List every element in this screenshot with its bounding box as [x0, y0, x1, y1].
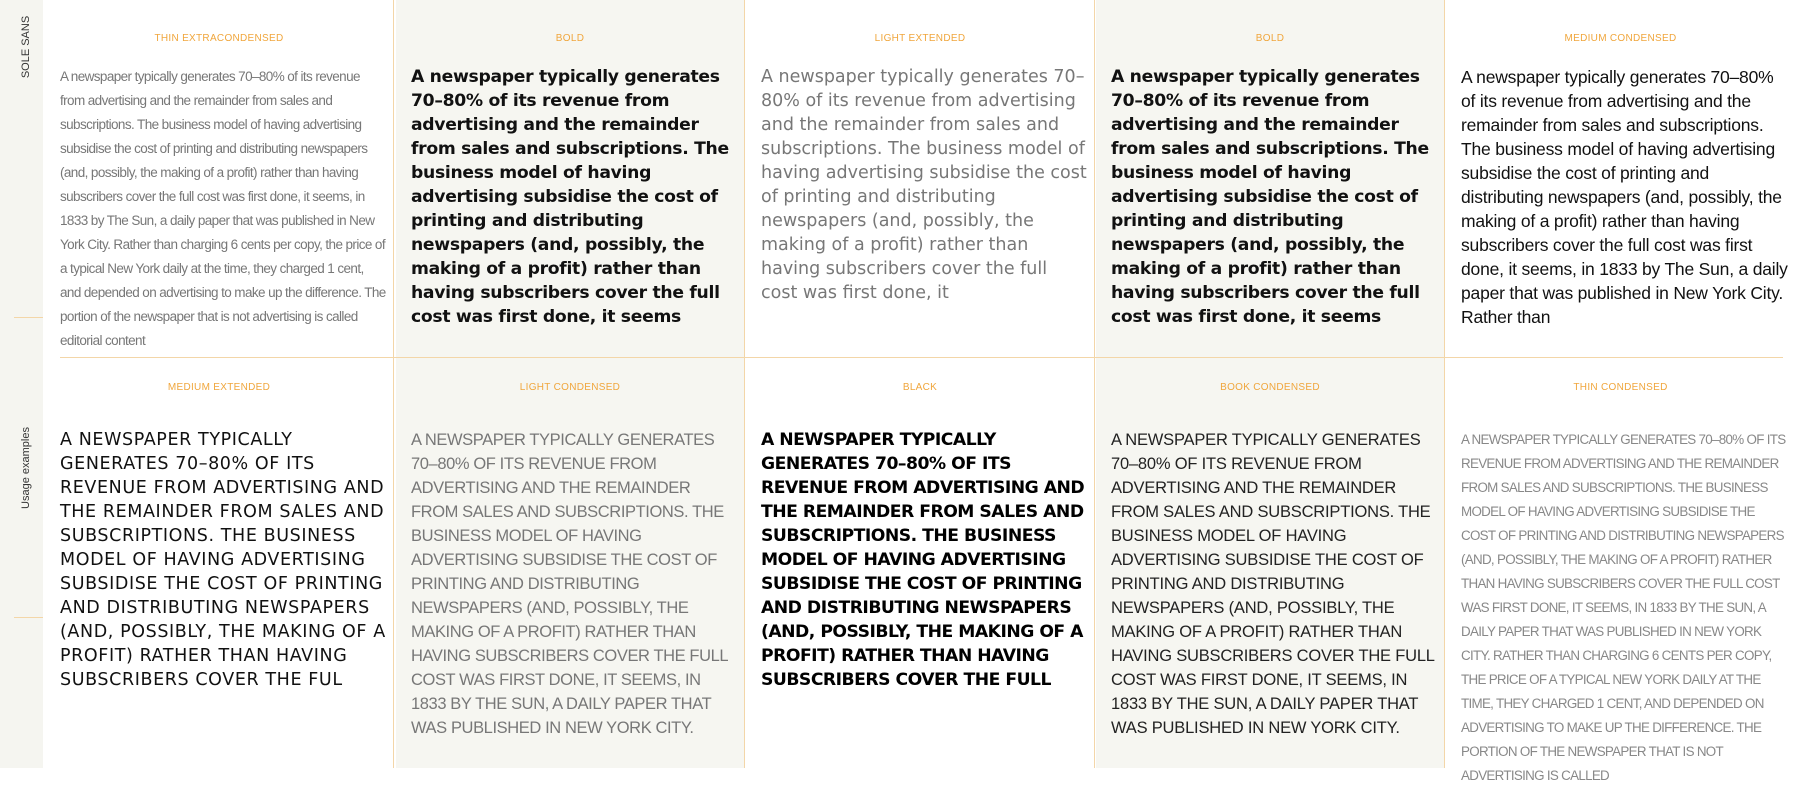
weight-label: BOLD: [555, 33, 585, 44]
specimen-card-book-condensed: [1096, 358, 1445, 768]
sidebar: [0, 0, 43, 768]
weight-label: BLACK: [902, 382, 938, 393]
specimen-card-thin-extracondensed: [45, 0, 394, 357]
specimen-card-black: [746, 358, 1095, 768]
specimen-card-medium-extended: [45, 358, 394, 768]
specimen-text: A NEWSPAPER TYPICALLY GENERATES 70–80% OF ITS REVENUE FROM ADVERTISING AND THE REMAINDER FROM SALES AND SUBSCRIPTIONS. THE BUSINESS MODEL OF HAVING ADVERTISING SUBSIDISE THE COST OF PRINTING AND DISTRIBUTING NEWSPAPERS (AND, POSSIBLY, THE MAKING OF A PROFIT) RATHER THAN HAVING SUBSCRIBERS COVER THE FULL COST WAS FIRST DONE, IT SEEMS, IN 1833 BY THE SUN, A DAILY PAPER THAT WAS PUBLISHED IN NEW YORK CITY.: [1111, 431, 1435, 737]
specimen-text: A newspaper typically generates 70–80% of its revenue from advertising and the remainder from sales and subscriptions. The business model of having advertising subsidise the cost of printing and distributing newspapers (and, possibly, the making of a profit) rather than having subscribers cover the full cost was first done, it seems: [1111, 67, 1429, 327]
weight-label: BOLD: [1255, 33, 1285, 44]
specimen-text: A newspaper typically generates 70–80% of its revenue from advertising and the remainder from sales and subscriptions. The business model of having advertising subsidise the cost of printing and distributing newspapers (and, possibly, the making of a profit) rather than having subscribers cover the full cost was first done, it: [761, 67, 1087, 303]
weight-label: MEDIUM CONDENSED: [1564, 33, 1677, 44]
weight-label: THIN EXTRACONDENSED: [154, 33, 284, 44]
specimen-text: A NEWSPAPER TYPICALLY GENERATES 70–80% OF ITS REVENUE FROM ADVERTISING AND THE REMAINDER FROM SALES AND SUBSCRIPTIONS. THE BUSINESS MODEL OF HAVING ADVERTISING SUBSIDISE THE COST OF PRINTING AND DISTRIBUTING NEWSPAPERS (AND, POSSIBLY, THE MAKING OF A PROFIT) RATHER THAN HAVING SUBSCRIBERS COVER THE FULL COST WAS FIRST DONE, IT SEEMS, IN 1833 BY THE SUN, A DAILY PAPER THAT WAS PUBLISHED IN NEW YORK CITY.: [411, 431, 728, 737]
specimen-card-thin-condensed: [1446, 358, 1795, 783]
specimen-text: A newspaper typically generates 70–80% of its revenue from advertising and the remainder from sales and subscriptions. The business model of having advertising subsidise the cost of printing and distributing newspapers (and, possibly, the making of a profit) rather than having subscribers cover the full cost was first done, it seems: [411, 67, 729, 327]
section-title: SOLE SANS: [20, 15, 32, 79]
specimen-text: A NEWSPAPER TYPICALLY GENERATES 70–80% OF ITS REVENUE FROM ADVERTISING AND THE REMAINDER FROM SALES AND SUBSCRIPTIONS. THE BUSINESS MODEL OF HAVING ADVERTISING SUBSIDISE THE COST OF PRINTING AND DISTRIBUTING NEWSPAPERS (AND, POSSIBLY, THE MAKING OF A PROFIT) RATHER THAN HAVING SUBSCRIBERS COVER THE FUL: [60, 430, 386, 690]
weight-label: LIGHT CONDENSED: [519, 382, 621, 393]
weight-label: BOOK CONDENSED: [1220, 382, 1320, 393]
specimen-text: A NEWSPAPER TYPICALLY GENERATES 70–80% OF ITS REVENUE FROM ADVERTISING AND THE REMAINDER FROM SALES AND SUBSCRIPTIONS. THE BUSINESS MODEL OF HAVING ADVERTISING SUBSIDISE THE COST OF PRINTING AND DISTRIBUTING NEWSPAPERS (AND, POSSIBLY, THE MAKING OF A PROFIT) RATHER THAN HAVING SUBSCRIBERS COVER THE FULL: [761, 430, 1085, 690]
specimen-text: A newspaper typically generates 70–80% of its revenue from advertising and the remainder from sales and subscriptions. The business model of having advertising subsidise the cost of printing and distributing newspapers (and, possibly, the making of a profit) rather than having subscribers cover the full cost was first done, it seems, in 1833 by The Sun, a daily paper that was published in New York City. Rather than: [1461, 67, 1788, 327]
weight-label: THIN CONDENSED: [1573, 382, 1668, 393]
sidebar-divider: [14, 617, 43, 618]
weight-label: MEDIUM EXTENDED: [167, 382, 271, 393]
sidebar-divider: [14, 317, 43, 318]
specimen-card-bold: [1096, 0, 1445, 357]
specimen-card-bold: [396, 0, 745, 357]
weight-label: LIGHT EXTENDED: [874, 33, 966, 44]
specimen-card-medium-condensed: [1446, 0, 1795, 357]
specimen-card-light-extended: [746, 0, 1095, 357]
specimen-text: A newspaper typically generates 70–80% of its revenue from advertising and the remainder from sales and subscriptions. The business model of having advertising subsidise the cost of printing and distributing newspapers (and, possibly, the making of a profit) rather than having subscribers cover the full cost was first done, it seems, in 1833 by The Sun, a daily paper that was published in New York City. Rather than charging 6 cents per copy, the price of a typical New York daily at the time, they charged 1 cent, and depended on advertising to make up the difference. The portion of the newspaper that is not advertising is called editorial content: [60, 69, 386, 348]
specimen-text: A NEWSPAPER TYPICALLY GENERATES 70–80% OF ITS REVENUE FROM ADVERTISING AND THE REMAINDER FROM SALES AND SUBSCRIPTIONS. THE BUSINESS MODEL OF HAVING ADVERTISING SUBSIDISE THE COST OF PRINTING AND DISTRIBUTING NEWSPAPERS (AND, POSSIBLY, THE MAKING OF A PROFIT) RATHER THAN HAVING SUBSCRIBERS COVER THE FULL COST WAS FIRST DONE, IT SEEMS, IN 1833 BY THE SUN, A DAILY PAPER THAT WAS PUBLISHED IN NEW YORK CITY. RATHER THAN CHARGING 6 CENTS PER COPY, THE PRICE OF A TYPICAL NEW YORK DAILY AT THE TIME, THEY CHARGED 1 CENT, AND DEPENDED ON ADVERTISING TO MAKE UP THE DIFFERENCE. THE PORTION OF THE NEWSPAPER THAT IS NOT ADVERTISING IS CALLED: [1461, 432, 1786, 783]
section-subtitle: Usage examples: [20, 427, 32, 509]
specimen-card-light-condensed: [396, 358, 745, 768]
